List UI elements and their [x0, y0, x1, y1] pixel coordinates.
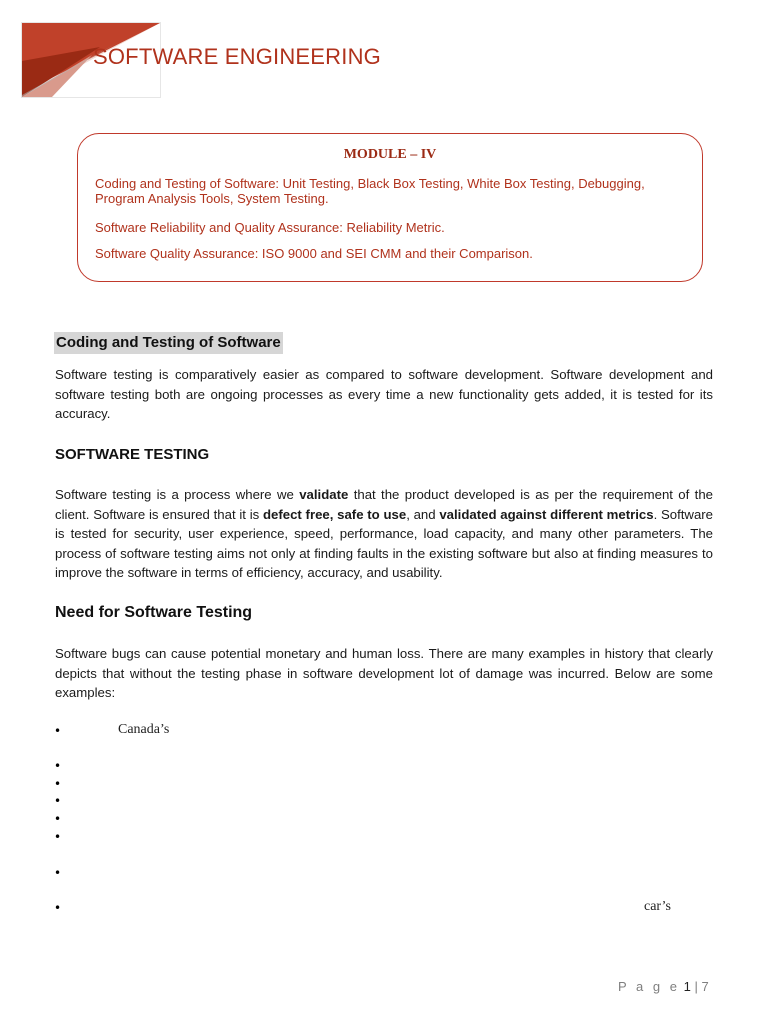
software-testing-paragraph: Software testing is a process where we validate that the product developed is as per the requirement of the client. Software is ensured that it is defect free, safe to use, and validated against different metrics. Software is tested for security, user experience, speed, performance, load capacity, and many other parameters. The process of software testing aims not only at finding faults in the existing software but also at finding measures to improve the software in terms of efficiency, accuracy, and usability. [55, 487, 714, 580]
bullet-marker: • [54, 830, 62, 844]
bullet-marker: • [54, 901, 62, 915]
bullet-marker: • [54, 812, 62, 826]
module-title: MODULE – IV [343, 147, 437, 162]
module-summary-box [77, 133, 703, 282]
module-topic-coding: Coding and Testing of Software: Unit Testing, Black Box Testing, White Box Testing, Debugging, Program Analysis Tools, System Testing. [95, 176, 645, 206]
bullet-marker: • [54, 777, 62, 791]
module-topic-quality: Software Quality Assurance: ISO 9000 and SEI CMM and their Comparison. [95, 246, 533, 261]
page-number: 1 [683, 979, 691, 994]
page-separator: | [694, 979, 698, 994]
page-label: P a g e [618, 979, 680, 994]
intro-paragraph: Software testing is comparatively easier as compared to software development. Software development and software testing both are ongoing processes as every time a new functionality gets added, it is tested for its accuracy. [55, 367, 713, 421]
module-topic-reliability: Software Reliability and Quality Assurance: Reliability Metric. [95, 220, 445, 235]
page-footer [618, 979, 709, 994]
section-heading-software-testing: SOFTWARE TESTING [55, 446, 210, 463]
bullet-marker: • [54, 794, 62, 808]
bullet-item-text: car’s [644, 899, 671, 914]
document-title: SOFTWARE ENGINEERING [93, 44, 381, 69]
bullet-marker: • [54, 724, 62, 738]
section-heading-need-for-testing: Need for Software Testing [55, 604, 253, 621]
section-heading-coding-testing: Coding and Testing of Software [54, 332, 283, 354]
bullet-marker: • [54, 759, 62, 773]
bullet-marker: • [54, 866, 62, 880]
bullet-item-text: Canada’s [118, 722, 170, 737]
need-for-testing-paragraph: Software bugs can cause potential monetary and human loss. There are many examples in history that clearly depicts that without the testing phase in software development lot of damage was incurred. Below are some examples: [55, 646, 713, 700]
page-total: 7 [701, 979, 709, 994]
